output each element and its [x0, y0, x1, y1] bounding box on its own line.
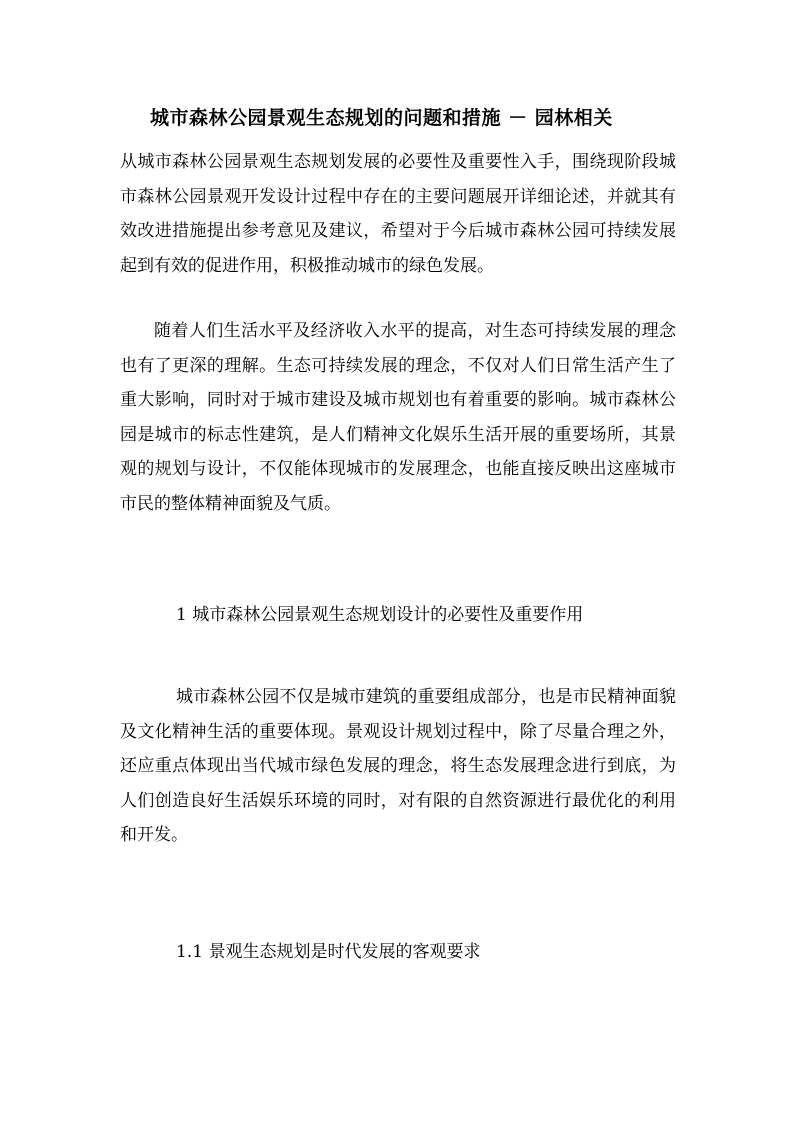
- section-heading-1: 1 城市森林公园景观生态规划设计的必要性及重要作用: [176, 605, 584, 625]
- document-title: 城市森林公园景观生态规划的问题和措施 － 园林相关: [150, 107, 613, 129]
- section-heading-1-1: 1.1 景观生态规划是时代发展的客观要求: [176, 942, 481, 962]
- body-paragraph-1: 随着人们生活水平及经济收入水平的提高，对生态可持续发展的理念也有了更深的理解。生态可持续发展的理念，不仅对人们日常生活产生了重大影响，同时对于城市建设及城市规划也有着重要的影响。城市森林公园是城市的标志性建筑，是人们精神文化娱乐生活开展的重要场所，其景观的规划与设计，不仅能体现城市的发展理念，也能直接反映出这座城市市民的整体精神面貌及气质。: [120, 321, 676, 514]
- body-paragraph-2: 城市森林公园不仅是城市建筑的重要组成部分，也是市民精神面貌及文化精神生活的重要体现。景观设计规划过程中，除了尽量合理之外，还应重点体现出当代城市绿色发展的理念，将生态发展理念进行到底，为人们创造良好生活娱乐环境的同时，对有限的自然资源进行最优化的利用和开发。: [120, 687, 676, 845]
- intro-paragraph: 从城市森林公园景观生态规划发展的必要性及重要性入手，围绕现阶段城市森林公园景观开发设计过程中存在的主要问题展开详细论述，并就其有效改进措施提出参考意见及建议，希望对于今后城市森林公园可持续发展起到有效的促进作用，积极推动城市的绿色发展。: [120, 152, 676, 276]
